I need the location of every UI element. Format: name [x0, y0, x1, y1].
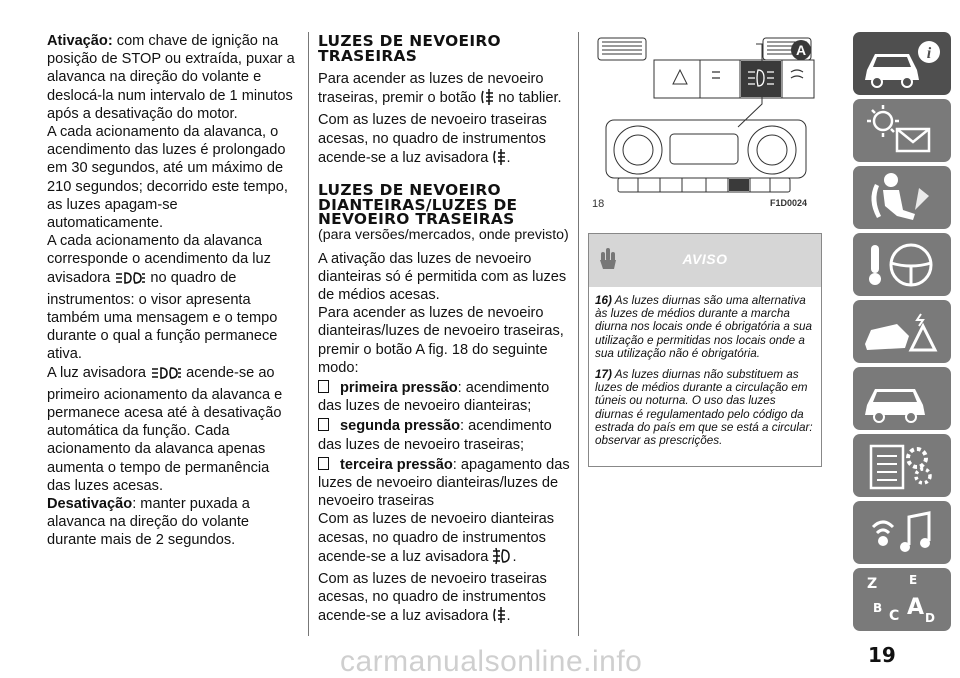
- text-column-2: [318, 32, 572, 630]
- warning-light-text-a: A luz avisadora: [47, 364, 146, 381]
- warning-header: [589, 234, 821, 287]
- sidebar-tab-technical-data[interactable]: [853, 434, 951, 497]
- bullet-text: : apagamento das luzes de nevoeiro dianteiras/luzes de nevoeiro traseiras: [318, 456, 570, 510]
- sidebar-tab-starting-driving[interactable]: [853, 233, 951, 296]
- bullet-text: : acendimento das luzes de nevoeiro traseiras;: [318, 418, 552, 453]
- multimedia-icon: [853, 501, 951, 564]
- rear-fog-warning-text-b: .: [506, 608, 511, 625]
- activation-label: Ativação:: [47, 33, 113, 49]
- checkbox-bullet-icon: [318, 380, 329, 393]
- note-number: 16): [595, 294, 612, 307]
- watermark: carmanualsonline.info: [340, 645, 643, 678]
- svg-text:B: B: [873, 601, 883, 615]
- rear-fog-warning-paragraph-2: [318, 570, 572, 630]
- warning-light-paragraph: [47, 364, 295, 495]
- bullet-label: primeira pressão: [340, 379, 458, 396]
- figure-code: F1D0024: [770, 198, 808, 208]
- lever-warning-text-b: no quadro de instrumentos: o visor apresenta também uma mensagem e o tempo durante o qual a função permanece ativa.: [47, 269, 278, 363]
- follow-me-warning-icon: [114, 270, 146, 291]
- checkbox-bullet-icon: [318, 457, 329, 470]
- rear-fog-warning-icon: [492, 606, 506, 629]
- front-fog-warning-text-b: .: [512, 548, 517, 565]
- warning-note: [595, 294, 815, 360]
- deactivation-text: : manter puxada a alavanca na direção do volante durante mais de 2 segundos.: [47, 496, 250, 549]
- note-text: As luzes diurnas são uma alternativa às luzes de médios durante a marcha diurna nos locais onde é obrigatória a sua utilização e permitidas nos locais onde a sua utilização não é obrigatória.: [595, 294, 813, 360]
- follow-me-warning-icon: [150, 365, 182, 386]
- warning-lights-icon: [853, 99, 951, 162]
- rear-fog-text-b: no tablier.: [498, 90, 562, 107]
- activation-paragraph: [47, 32, 295, 123]
- bullet-label: segunda pressão: [340, 418, 461, 435]
- warning-box: [588, 233, 822, 467]
- svg-text:C: C: [889, 608, 900, 624]
- sidebar-tab-warning-lights[interactable]: [853, 99, 951, 162]
- rear-fog-text-a: Para acender as luzes de nevoeiro traseiras, premir o botão: [318, 71, 544, 107]
- rear-fog-heading: LUZES DE NEVOEIRO TRASEIRAS: [318, 32, 501, 65]
- index-icon: [853, 568, 951, 631]
- warning-body: [589, 287, 821, 447]
- checkbox-bullet-icon: [318, 418, 329, 431]
- note-text: As luzes diurnas não substituem as luzes de médios durante a circulação em túneis ou noturna. O uso das luzes diurnas é regulamentado pelo código da estrada do país em que se está a circular: observar as prescrições.: [595, 368, 813, 448]
- front-fog-warning-icon: [492, 547, 512, 570]
- bullet-label: terceira pressão: [340, 456, 453, 473]
- car-maintenance-icon: [853, 367, 951, 430]
- column-divider-2: [578, 32, 579, 636]
- airbag-seat-icon: [853, 166, 951, 229]
- list-item: [318, 417, 572, 453]
- activation-text: com chave de ignição na posição de STOP ou extraída, puxar a alavanca na direção do volante e deslocá-la num intervalo de 1 minutos após a desativação do motor.: [47, 33, 295, 122]
- front-rear-fog-subheading: (para versões/mercados, onde previsto): [318, 226, 569, 243]
- car-info-icon: [853, 32, 951, 95]
- rear-fog-paragraph: [318, 70, 572, 111]
- front-fog-warning-paragraph: [318, 510, 572, 570]
- sidebar-tab-maintenance[interactable]: [853, 367, 951, 430]
- bullet-text: : acendimento das luzes de nevoeiro dianteiras;: [318, 379, 550, 415]
- rear-fog-warning-text-b: .: [506, 149, 511, 166]
- sidebar-tab-safety[interactable]: [853, 166, 951, 229]
- list-item: [318, 379, 572, 415]
- column-divider-1: [308, 32, 309, 636]
- svg-text:Z: Z: [867, 576, 878, 592]
- svg-text:D: D: [925, 611, 935, 625]
- rear-fog-warning-text-a: Com as luzes de nevoeiro traseiras acesas, no quadro de instrumentos acende-se a luz avisadora: [318, 570, 547, 625]
- svg-text:i: i: [926, 45, 932, 62]
- warning-light-text-b: acende-se ao primeiro acionamento da alavanca e permanece acesa até à desativação automática da função. Cada acionamento da alavanca apenas aumenta o tempo de permanência das luzes acesas.: [47, 364, 283, 494]
- warning-note: [595, 368, 815, 447]
- lever-warning-text-a: A cada acionamento da alavanca corresponde o acendimento da luz avisadora: [47, 233, 271, 286]
- front-fog-condition-paragraph: A ativação das luzes de nevoeiro dianteiras só é permitida com as luzes de médios acesas.: [318, 250, 567, 303]
- sidebar-tab-multimedia[interactable]: [853, 501, 951, 564]
- front-rear-fog-heading: LUZES DE NEVOEIRO DIANTEIRAS/LUZES DE NEVOEIRO TRASEIRAS: [318, 181, 518, 229]
- rear-fog-warning-text-a: Com as luzes de nevoeiro traseiras acesas, no quadro de instrumentos acende-se a luz avisadora: [318, 112, 547, 166]
- rear-fog-warning-icon: [492, 148, 506, 171]
- page-number: 19: [868, 643, 896, 667]
- sidebar-tab-emergency[interactable]: [853, 300, 951, 363]
- list-item: [318, 456, 572, 511]
- rear-fog-button-icon: [480, 88, 494, 111]
- rear-fog-warning-paragraph: [318, 111, 572, 171]
- front-fog-warning-text-a: Com as luzes de nevoeiro dianteiras acesas, no quadro de instrumentos acende-se a luz avisadora: [318, 511, 555, 565]
- svg-text:E: E: [909, 573, 918, 587]
- steering-key-icon: [853, 233, 951, 296]
- figure-number: 18: [592, 198, 605, 210]
- deactivation-paragraph: [47, 495, 295, 550]
- lever-warning-paragraph: [47, 232, 295, 363]
- callout-a-label: A: [795, 42, 807, 58]
- emergency-icon: [853, 300, 951, 363]
- deactivation-label: Desativação: [47, 496, 133, 513]
- prolong-paragraph: A cada acionamento da alavanca, o acendimento das luzes é prolongado em 30 segundos, até um máximo de 210 segundos; decorrido este tempo, as luzes apagam-se automaticamente.: [47, 124, 288, 232]
- warning-title: AVISO: [682, 251, 728, 267]
- front-rear-fog-instructions: Para acender as luzes de nevoeiro dianteiras/luzes de nevoeiro traseiras, premir o botão A fig. 18 do seguinte modo:: [318, 305, 564, 376]
- sidebar-tab-index[interactable]: [853, 568, 951, 631]
- svg-text:A: A: [907, 595, 925, 620]
- note-number: 17): [595, 368, 612, 382]
- sidebar-tab-car-info[interactable]: [853, 32, 951, 95]
- technical-data-icon: [853, 434, 951, 497]
- dashboard-controls-figure: [588, 32, 821, 210]
- text-column-1: [47, 32, 295, 550]
